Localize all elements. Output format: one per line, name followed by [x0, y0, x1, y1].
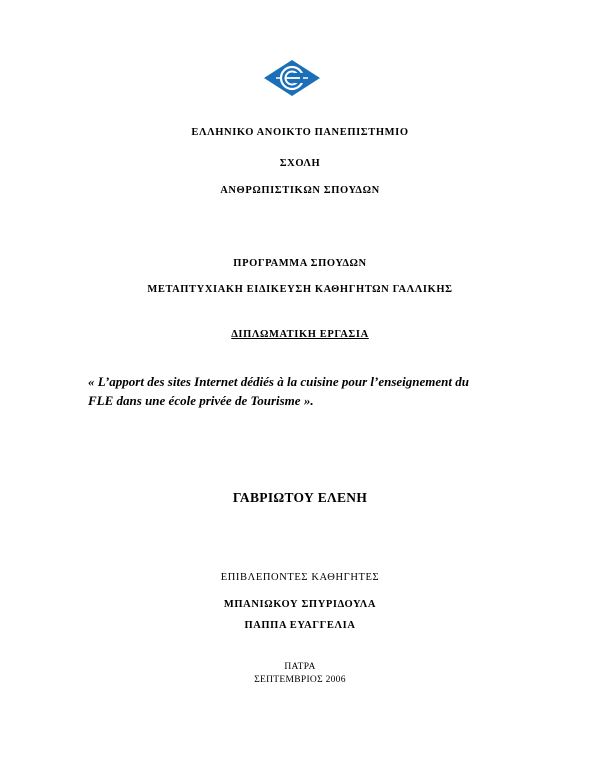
program-title: ΠΡΟΓΡΑΜΜΑ ΣΠΟΥΔΩΝ [233, 258, 367, 269]
thesis-title-line-2: FLE dans une école privée de Tourisme ». [88, 393, 314, 408]
university-logo-icon [262, 58, 322, 98]
supervisor-name: ΜΠΑΝΙΩΚΟΥ ΣΠΥΡΙΔΟΥΛΑ [223, 599, 377, 610]
faculty-name: ΑΝΘΡΩΠΙΣΤΙΚΩΝ ΣΠΟΥΔΩΝ [220, 185, 380, 196]
supervisor-name: ΠΑΠΠΑ ΕΥΑΓΓΕΛΙΑ [244, 620, 356, 631]
school-label: ΣΧΟΛΗ [279, 158, 321, 169]
university-name: ΕΛΛΗΝΙΚΟ ΑΝΟΙΚΤΟ ΠΑΝΕΠΙΣΤΗΜΙΟ [191, 127, 409, 138]
date-label: ΣΕΠΤΕΜΒΡΙΟΣ 2006 [254, 675, 346, 685]
program-specialization: ΜΕΤΑΠΤΥΧΙΑΚΗ ΕΙΔΙΚΕΥΣΗ ΚΑΘΗΓΗΤΩΝ ΓΑΛΛΙΚΗΣ [147, 284, 453, 295]
supervisors-label: ΕΠΙΒΛΕΠΟΝΤΕΣ ΚΑΘΗΓΗΤΕΣ [220, 572, 380, 583]
thesis-title [88, 372, 528, 410]
author-name: ΓΑΒΡΙΩΤΟΥ ΕΛΕΝΗ [232, 490, 368, 505]
thesis-title-line-1: « L’apport des sites Internet dédiés à la cuisine pour l’enseignement du [88, 374, 469, 389]
city-label: ΠΑΤΡΑ [284, 662, 316, 672]
thesis-label: ΔΙΠΛΩΜΑΤΙΚΗ ΕΡΓΑΣΙΑ [231, 329, 369, 340]
